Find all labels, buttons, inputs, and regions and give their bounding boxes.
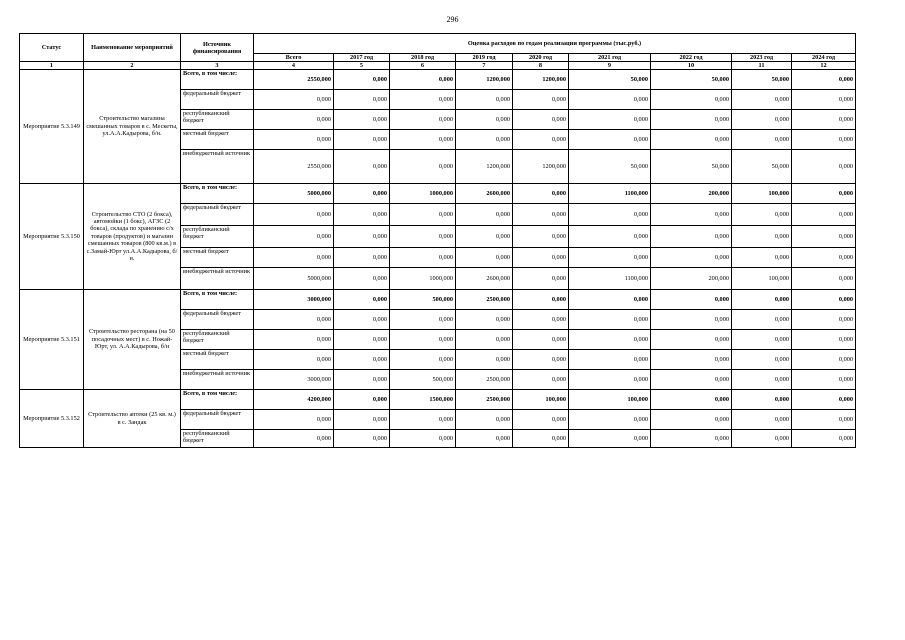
amount-cell: 0,000	[513, 290, 569, 310]
amount-cell: 2600,000	[456, 184, 513, 204]
amount-cell: 0,000	[792, 248, 856, 268]
funding-source: Всего, в том числе:	[181, 390, 254, 410]
amount-cell: 0,000	[569, 330, 651, 350]
amount-cell: 5000,000	[254, 184, 334, 204]
amount-cell: 0,000	[334, 204, 390, 226]
amount-cell: 0,000	[513, 184, 569, 204]
amount-cell: 0,000	[390, 70, 456, 90]
amount-cell: 0,000	[569, 310, 651, 330]
amount-cell: 0,000	[792, 90, 856, 110]
amount-cell: 0,000	[254, 248, 334, 268]
amount-cell: 100,000	[513, 390, 569, 410]
funding-source: федеральный бюджет	[181, 204, 254, 226]
amount-cell: 1500,000	[390, 390, 456, 410]
header-col-2020: 2020 год	[513, 54, 569, 62]
amount-cell: 2500,000	[456, 370, 513, 390]
amount-cell: 0,000	[456, 226, 513, 248]
amount-cell: 0,000	[513, 310, 569, 330]
amount-cell: 100,000	[732, 184, 792, 204]
amount-cell: 0,000	[254, 90, 334, 110]
funding-source: республиканский бюджет	[181, 430, 254, 448]
amount-cell: 0,000	[254, 350, 334, 370]
amount-cell: 0,000	[513, 90, 569, 110]
amount-cell: 0,000	[792, 290, 856, 310]
amount-cell: 0,000	[456, 248, 513, 268]
amount-cell: 0,000	[390, 310, 456, 330]
amount-cell: 0,000	[456, 204, 513, 226]
amount-cell: 1000,000	[390, 184, 456, 204]
col-number: 12	[792, 62, 856, 70]
amount-cell: 1100,000	[569, 268, 651, 290]
amount-cell: 0,000	[792, 110, 856, 130]
amount-cell: 0,000	[651, 410, 732, 430]
amount-cell: 0,000	[390, 110, 456, 130]
amount-cell: 0,000	[651, 310, 732, 330]
amount-cell: 0,000	[569, 90, 651, 110]
amount-cell: 4200,000	[254, 390, 334, 410]
amount-cell: 0,000	[513, 410, 569, 430]
amount-cell: 0,000	[254, 310, 334, 330]
amount-cell: 0,000	[334, 150, 390, 184]
header-source: Источник финансирования	[181, 34, 254, 62]
amount-cell: 0,000	[334, 226, 390, 248]
amount-cell: 0,000	[792, 390, 856, 410]
amount-cell: 0,000	[254, 430, 334, 448]
amount-cell: 50,000	[732, 150, 792, 184]
amount-cell: 0,000	[334, 310, 390, 330]
amount-cell: 500,000	[390, 290, 456, 310]
amount-cell: 1200,000	[456, 70, 513, 90]
measure-status: Мероприятие 5.3.152	[20, 390, 84, 448]
amount-cell: 0,000	[792, 430, 856, 448]
amount-cell: 0,000	[390, 410, 456, 430]
amount-cell: 2500,000	[456, 290, 513, 310]
amount-cell: 0,000	[732, 130, 792, 150]
col-number: 7	[456, 62, 513, 70]
amount-cell: 0,000	[732, 370, 792, 390]
amount-cell: 0,000	[334, 90, 390, 110]
amount-cell: 0,000	[651, 248, 732, 268]
amount-cell: 0,000	[569, 226, 651, 248]
amount-cell: 0,000	[334, 110, 390, 130]
amount-cell: 50,000	[569, 150, 651, 184]
amount-cell: 0,000	[651, 290, 732, 310]
funding-source: внебюджетный источник	[181, 150, 254, 184]
funding-source: Всего, в том числе:	[181, 290, 254, 310]
amount-cell: 0,000	[513, 248, 569, 268]
amount-cell: 0,000	[792, 184, 856, 204]
col-number: 4	[254, 62, 334, 70]
col-number: 10	[651, 62, 732, 70]
amount-cell: 0,000	[792, 410, 856, 430]
amount-cell: 0,000	[456, 430, 513, 448]
header-col-2017: 2017 год	[334, 54, 390, 62]
amount-cell: 0,000	[334, 184, 390, 204]
header-col-2022: 2022 год	[651, 54, 732, 62]
col-number: 8	[513, 62, 569, 70]
amount-cell: 0,000	[732, 290, 792, 310]
measure-status: Мероприятие 5.3.149	[20, 70, 84, 184]
amount-cell: 2500,000	[456, 390, 513, 410]
table-row	[20, 390, 856, 410]
amount-cell: 0,000	[569, 290, 651, 310]
amount-cell: 0,000	[792, 226, 856, 248]
amount-cell: 0,000	[792, 204, 856, 226]
amount-cell: 0,000	[651, 430, 732, 448]
amount-cell: 0,000	[456, 130, 513, 150]
funding-source: федеральный бюджет	[181, 310, 254, 330]
amount-cell: 2550,000	[254, 70, 334, 90]
amount-cell: 0,000	[390, 226, 456, 248]
amount-cell: 0,000	[390, 150, 456, 184]
amount-cell: 3000,000	[254, 290, 334, 310]
amount-cell: 0,000	[513, 130, 569, 150]
amount-cell: 0,000	[334, 350, 390, 370]
amount-cell: 1000,000	[390, 268, 456, 290]
amount-cell: 0,000	[513, 350, 569, 370]
funding-source: внебюджетный источник	[181, 370, 254, 390]
amount-cell: 2600,000	[456, 268, 513, 290]
amount-cell: 0,000	[651, 130, 732, 150]
expenditure-table	[19, 33, 856, 448]
amount-cell: 0,000	[732, 350, 792, 370]
amount-cell: 0,000	[569, 204, 651, 226]
measure-status: Мероприятие 5.3.150	[20, 184, 84, 290]
funding-source: Всего, в том числе:	[181, 184, 254, 204]
amount-cell: 0,000	[456, 110, 513, 130]
amount-cell: 0,000	[456, 330, 513, 350]
amount-cell: 0,000	[651, 204, 732, 226]
amount-cell: 0,000	[456, 410, 513, 430]
amount-cell: 1200,000	[513, 150, 569, 184]
funding-source: внебюджетный источник	[181, 268, 254, 290]
col-number: 3	[181, 62, 254, 70]
col-number: 5	[334, 62, 390, 70]
amount-cell: 0,000	[513, 370, 569, 390]
amount-cell: 5000,000	[254, 268, 334, 290]
amount-cell: 0,000	[254, 204, 334, 226]
amount-cell: 0,000	[651, 110, 732, 130]
amount-cell: 0,000	[569, 410, 651, 430]
amount-cell: 50,000	[651, 150, 732, 184]
amount-cell: 500,000	[390, 370, 456, 390]
header-col-2024: 2024 год	[792, 54, 856, 62]
amount-cell: 1200,000	[513, 70, 569, 90]
amount-cell: 0,000	[513, 330, 569, 350]
column-number-row	[20, 62, 856, 70]
funding-source: местный бюджет	[181, 248, 254, 268]
amount-cell: 0,000	[732, 310, 792, 330]
amount-cell: 0,000	[513, 110, 569, 130]
amount-cell: 0,000	[569, 248, 651, 268]
amount-cell: 0,000	[732, 248, 792, 268]
amount-cell: 0,000	[334, 130, 390, 150]
amount-cell: 50,000	[569, 70, 651, 90]
amount-cell: 0,000	[390, 204, 456, 226]
amount-cell: 100,000	[732, 268, 792, 290]
funding-source: республиканский бюджет	[181, 226, 254, 248]
measure-status: Мероприятие 5.3.151	[20, 290, 84, 390]
amount-cell: 0,000	[732, 330, 792, 350]
amount-cell: 0,000	[792, 370, 856, 390]
amount-cell: 0,000	[254, 226, 334, 248]
table-row	[20, 290, 856, 310]
amount-cell: 0,000	[334, 248, 390, 268]
measure-name: Строительство ресторана (на 50 посадочных мест) в с. Ножай-Юрт, ул. А.А.Кадырова, б/н	[84, 290, 181, 390]
amount-cell: 0,000	[792, 310, 856, 330]
measure-name: Строительство аптеки (25 кв. м.) в с. Зандак	[84, 390, 181, 448]
col-number: 1	[20, 62, 84, 70]
amount-cell: 0,000	[792, 130, 856, 150]
measure-name: Строительство магазина смешанных товаров в с. Мескеты, ул.А.А.Кадырова, б/н.	[84, 70, 181, 184]
header-col-2018: 2018 год	[390, 54, 456, 62]
amount-cell: 0,000	[390, 248, 456, 268]
header-col-2019: 2019 год	[456, 54, 513, 62]
header-name: Наименование мероприятий	[84, 34, 181, 62]
funding-source: федеральный бюджет	[181, 410, 254, 430]
amount-cell: 0,000	[792, 268, 856, 290]
amount-cell: 0,000	[569, 130, 651, 150]
amount-cell: 0,000	[390, 430, 456, 448]
amount-cell: 0,000	[334, 268, 390, 290]
amount-cell: 0,000	[254, 130, 334, 150]
amount-cell: 0,000	[732, 204, 792, 226]
amount-cell: 0,000	[651, 370, 732, 390]
table-row	[20, 70, 856, 90]
amount-cell: 0,000	[792, 350, 856, 370]
amount-cell: 0,000	[390, 330, 456, 350]
amount-cell: 0,000	[334, 330, 390, 350]
amount-cell: 0,000	[569, 370, 651, 390]
header-col-2021: 2021 год	[569, 54, 651, 62]
amount-cell: 50,000	[651, 70, 732, 90]
amount-cell: 0,000	[732, 390, 792, 410]
table-row	[20, 184, 856, 204]
amount-cell: 0,000	[732, 90, 792, 110]
page-number: 296	[446, 15, 459, 24]
amount-cell: 0,000	[390, 90, 456, 110]
amount-cell: 0,000	[334, 390, 390, 410]
amount-cell: 0,000	[732, 226, 792, 248]
amount-cell: 200,000	[651, 268, 732, 290]
header-col-total: Всего	[254, 54, 334, 62]
measure-name: Строительство СТО (2 бокса), автомойки (1 бокс), АГЗС (2 бокса), склада по хранению с/х товаров (продуктов) и магазин смешанных товаров (800 кв.м.) в с.Замай-Юрт ул.А.А.Кадырова, б/н.	[84, 184, 181, 290]
amount-cell: 0,000	[651, 350, 732, 370]
amount-cell: 0,000	[651, 226, 732, 248]
amount-cell: 0,000	[732, 110, 792, 130]
col-number: 9	[569, 62, 651, 70]
header-estimate: Оценка расходов по годам реализации программы (тыс.руб.)	[254, 34, 856, 54]
amount-cell: 0,000	[456, 350, 513, 370]
amount-cell: 0,000	[254, 410, 334, 430]
amount-cell: 0,000	[792, 70, 856, 90]
amount-cell: 1100,000	[569, 184, 651, 204]
amount-cell: 50,000	[732, 70, 792, 90]
amount-cell: 0,000	[334, 370, 390, 390]
amount-cell: 0,000	[651, 330, 732, 350]
amount-cell: 0,000	[569, 430, 651, 448]
amount-cell: 0,000	[334, 410, 390, 430]
header-col-2023: 2023 год	[732, 54, 792, 62]
amount-cell: 0,000	[513, 226, 569, 248]
funding-source: Всего, в том числе:	[181, 70, 254, 90]
col-number: 6	[390, 62, 456, 70]
header-status: Статус	[20, 34, 84, 62]
amount-cell: 0,000	[456, 90, 513, 110]
amount-cell: 0,000	[792, 330, 856, 350]
amount-cell: 0,000	[569, 110, 651, 130]
amount-cell: 0,000	[334, 430, 390, 448]
funding-source: республиканский бюджет	[181, 330, 254, 350]
amount-cell: 0,000	[334, 70, 390, 90]
amount-cell: 0,000	[254, 110, 334, 130]
funding-source: республиканский бюджет	[181, 110, 254, 130]
amount-cell: 200,000	[651, 184, 732, 204]
amount-cell: 0,000	[732, 410, 792, 430]
amount-cell: 0,000	[732, 430, 792, 448]
col-number: 2	[84, 62, 181, 70]
amount-cell: 0,000	[513, 430, 569, 448]
amount-cell: 0,000	[456, 310, 513, 330]
amount-cell: 0,000	[390, 350, 456, 370]
amount-cell: 3000,000	[254, 370, 334, 390]
amount-cell: 0,000	[569, 350, 651, 370]
amount-cell: 0,000	[334, 290, 390, 310]
amount-cell: 100,000	[569, 390, 651, 410]
amount-cell: 0,000	[254, 330, 334, 350]
funding-source: местный бюджет	[181, 130, 254, 150]
funding-source: федеральный бюджет	[181, 90, 254, 110]
amount-cell: 0,000	[513, 268, 569, 290]
amount-cell: 0,000	[390, 130, 456, 150]
amount-cell: 0,000	[792, 150, 856, 184]
amount-cell: 0,000	[651, 390, 732, 410]
amount-cell: 0,000	[513, 204, 569, 226]
funding-source: местный бюджет	[181, 350, 254, 370]
amount-cell: 0,000	[651, 90, 732, 110]
col-number: 11	[732, 62, 792, 70]
amount-cell: 1200,000	[456, 150, 513, 184]
amount-cell: 2550,000	[254, 150, 334, 184]
